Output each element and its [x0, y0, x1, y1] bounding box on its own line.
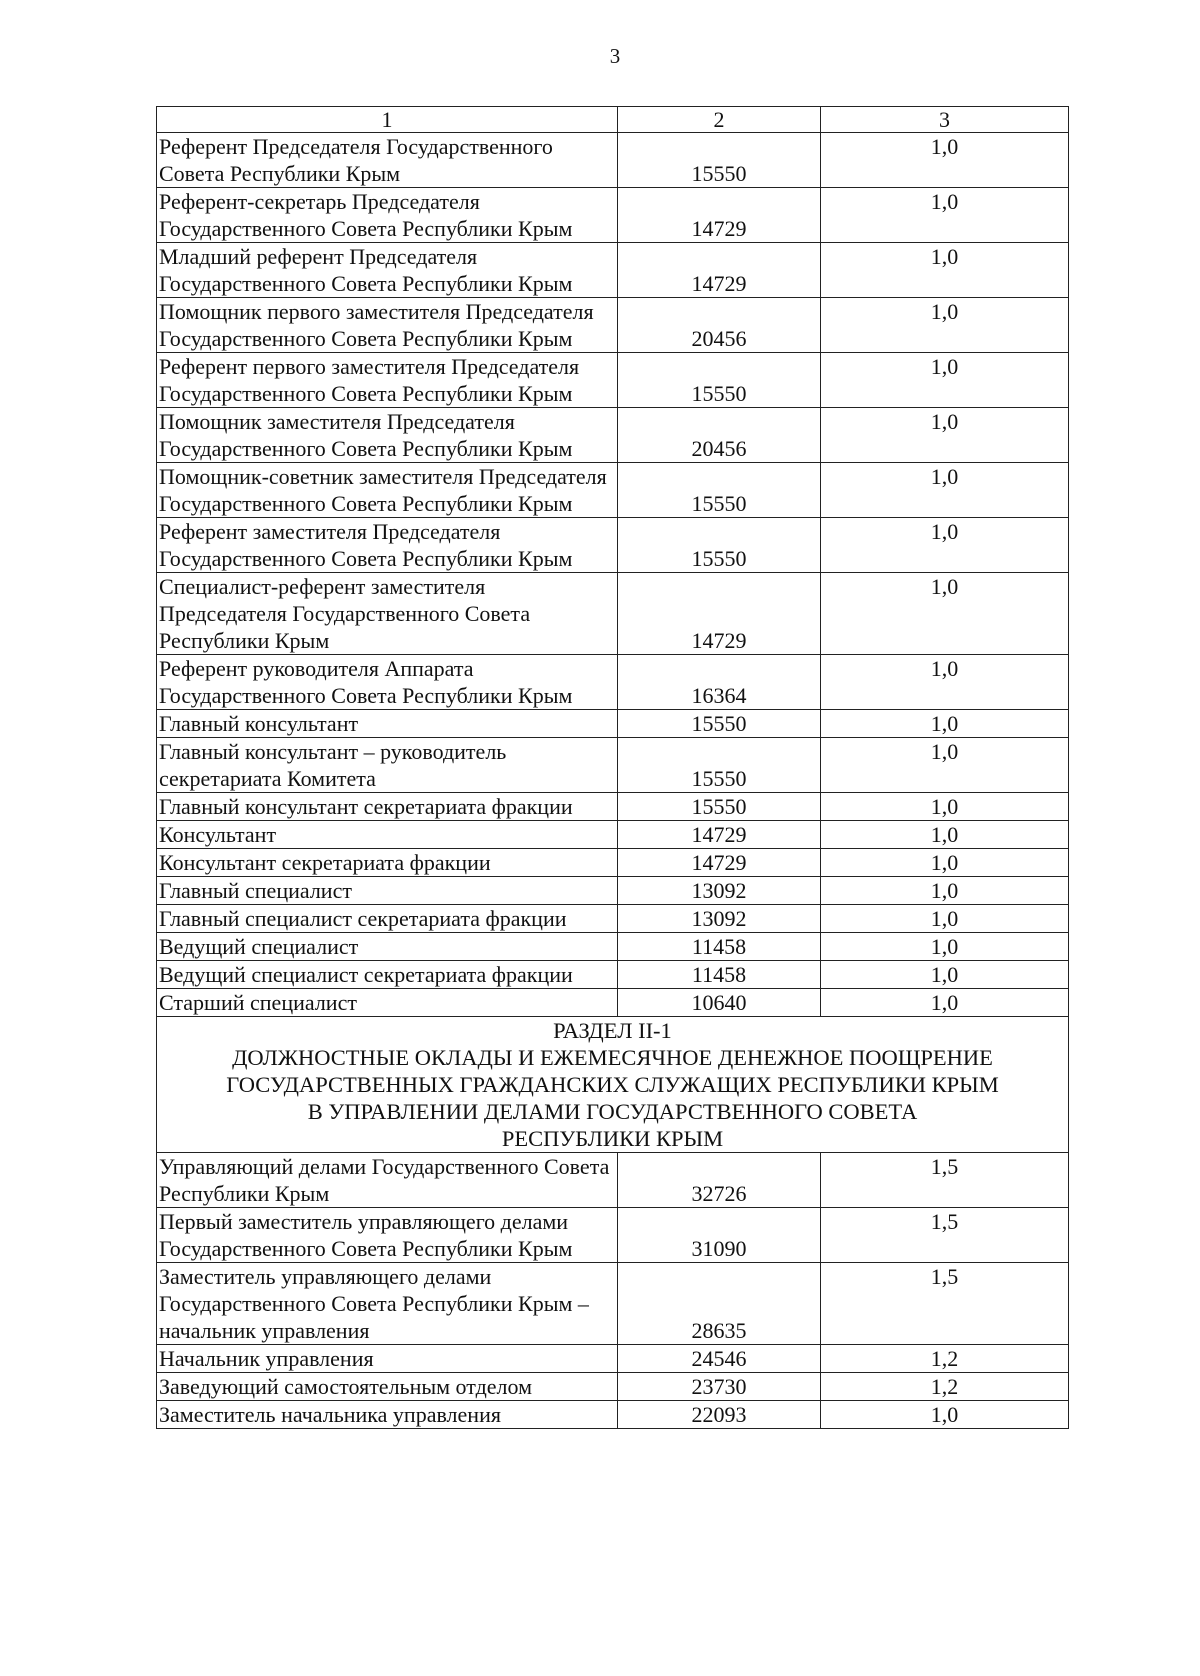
salary-cell: 31090: [618, 1208, 821, 1263]
table-row: [157, 298, 1069, 353]
section-heading-line-3: В УПРАВЛЕНИИ ДЕЛАМИ ГОСУДАРСТВЕННОГО СОВЕТА: [307, 1099, 918, 1124]
salary-cell: 15550: [618, 353, 821, 408]
salary-cell: 15550: [618, 738, 821, 793]
salary-cell: 10640: [618, 989, 821, 1017]
coefficient-cell: 1,0: [821, 738, 1069, 793]
table-row: [157, 408, 1069, 463]
section-heading-line-4: РЕСПУБЛИКИ КРЫМ: [501, 1126, 724, 1151]
table-row: [157, 1263, 1069, 1345]
coefficient-cell: 1,0: [821, 989, 1069, 1017]
section-title: РАЗДЕЛ II-1: [553, 1018, 672, 1043]
coefficient-cell: 1,0: [821, 518, 1069, 573]
coefficient-cell: 1,0: [821, 905, 1069, 933]
table-row: [157, 1208, 1069, 1263]
coefficient-cell: 1,0: [821, 408, 1069, 463]
coefficient-cell: 1,5: [821, 1208, 1069, 1263]
position-cell: Помощник заместителя Председателя Государственного Совета Республики Крым: [157, 408, 618, 463]
section-heading-row: [157, 1017, 1069, 1153]
salary-cell: 15550: [618, 793, 821, 821]
salary-cell: 15550: [618, 133, 821, 188]
coefficient-cell: 1,5: [821, 1153, 1069, 1208]
position-cell: Главный специалист секретариата фракции: [157, 905, 618, 933]
table-row: [157, 243, 1069, 298]
coefficient-cell: 1,0: [821, 463, 1069, 518]
column-header-3: 3: [821, 107, 1069, 133]
table-row: [157, 518, 1069, 573]
position-cell: Первый заместитель управляющего делами Государственного Совета Республики Крым: [157, 1208, 618, 1263]
coefficient-cell: 1,0: [821, 961, 1069, 989]
position-cell: Заведующий самостоятельным отделом: [157, 1373, 618, 1401]
position-cell: Референт-секретарь Председателя Государственного Совета Республики Крым: [157, 188, 618, 243]
salary-cell: 14729: [618, 849, 821, 877]
position-cell: Заместитель начальника управления: [157, 1401, 618, 1429]
coefficient-cell: 1,0: [821, 353, 1069, 408]
position-cell: Помощник-советник заместителя Председателя Государственного Совета Республики Крым: [157, 463, 618, 518]
coefficient-cell: 1,0: [821, 655, 1069, 710]
position-cell: Заместитель управляющего делами Государственного Совета Республики Крым – начальник управления: [157, 1263, 618, 1345]
salary-cell: 24546: [618, 1345, 821, 1373]
position-cell: Главный консультант – руководитель секретариата Комитета: [157, 738, 618, 793]
table-body-section-ii: [157, 133, 1069, 1017]
table-row: [157, 905, 1069, 933]
coefficient-cell: 1,0: [821, 298, 1069, 353]
table-row: [157, 793, 1069, 821]
section-heading: [157, 1017, 1069, 1153]
table-row: [157, 1401, 1069, 1429]
table-row: [157, 989, 1069, 1017]
salary-cell: 11458: [618, 961, 821, 989]
table-row: [157, 188, 1069, 243]
coefficient-cell: 1,0: [821, 243, 1069, 298]
salary-cell: 32726: [618, 1153, 821, 1208]
salary-cell: 14729: [618, 188, 821, 243]
salary-cell: 15550: [618, 518, 821, 573]
position-cell: Консультант секретариата фракции: [157, 849, 618, 877]
coefficient-cell: 1,0: [821, 849, 1069, 877]
position-cell: Референт руководителя Аппарата Государственного Совета Республики Крым: [157, 655, 618, 710]
coefficient-cell: 1,0: [821, 793, 1069, 821]
table-row: [157, 353, 1069, 408]
salary-cell: 15550: [618, 710, 821, 738]
position-cell: Референт Председателя Государственного Совета Республики Крым: [157, 133, 618, 188]
table-row: [157, 133, 1069, 188]
salary-cell: 11458: [618, 933, 821, 961]
table-row: [157, 1373, 1069, 1401]
table-header-row: [157, 107, 1069, 133]
table-row: [157, 573, 1069, 655]
position-cell: Младший референт Председателя Государственного Совета Республики Крым: [157, 243, 618, 298]
table-body-section-ii-1: [157, 1153, 1069, 1429]
table-row: [157, 463, 1069, 518]
salary-cell: 14729: [618, 821, 821, 849]
salary-cell: 14729: [618, 243, 821, 298]
coefficient-cell: 1,0: [821, 933, 1069, 961]
coefficient-cell: 1,0: [821, 573, 1069, 655]
salary-cell: 14729: [618, 573, 821, 655]
column-header-1: 1: [157, 107, 618, 133]
salary-table: [156, 106, 1069, 1429]
coefficient-cell: 1,0: [821, 1401, 1069, 1429]
salary-cell: 16364: [618, 655, 821, 710]
position-cell: Главный консультант секретариата фракции: [157, 793, 618, 821]
position-cell: Управляющий делами Государственного Совета Республики Крым: [157, 1153, 618, 1208]
column-header-2: 2: [618, 107, 821, 133]
table-row: [157, 710, 1069, 738]
section-heading-body: [157, 1017, 1069, 1153]
salary-cell: 13092: [618, 877, 821, 905]
position-cell: Главный специалист: [157, 877, 618, 905]
position-cell: Референт заместителя Председателя Государственного Совета Республики Крым: [157, 518, 618, 573]
position-cell: Ведущий специалист: [157, 933, 618, 961]
table-row: [157, 1345, 1069, 1373]
coefficient-cell: 1,0: [821, 188, 1069, 243]
position-cell: Главный консультант: [157, 710, 618, 738]
salary-cell: 15550: [618, 463, 821, 518]
salary-cell: 22093: [618, 1401, 821, 1429]
position-cell: Референт первого заместителя Председателя Государственного Совета Республики Крым: [157, 353, 618, 408]
salary-cell: 28635: [618, 1263, 821, 1345]
table-row: [157, 849, 1069, 877]
table-row: [157, 933, 1069, 961]
position-cell: Старший специалист: [157, 989, 618, 1017]
position-cell: Ведущий специалист секретариата фракции: [157, 961, 618, 989]
table-row: [157, 821, 1069, 849]
coefficient-cell: 1,0: [821, 877, 1069, 905]
position-cell: Специалист-референт заместителя Председателя Государственного Совета Республики Крым: [157, 573, 618, 655]
section-heading-line-2: ГОСУДАРСТВЕННЫХ ГРАЖДАНСКИХ СЛУЖАЩИХ РЕСПУБЛИКИ КРЫМ: [226, 1072, 999, 1097]
table-row: [157, 1153, 1069, 1208]
coefficient-cell: 1,0: [821, 133, 1069, 188]
coefficient-cell: 1,0: [821, 821, 1069, 849]
table-row: [157, 738, 1069, 793]
coefficient-cell: 1,5: [821, 1263, 1069, 1345]
salary-cell: 20456: [618, 408, 821, 463]
coefficient-cell: 1,0: [821, 710, 1069, 738]
position-cell: Помощник первого заместителя Председателя Государственного Совета Республики Крым: [157, 298, 618, 353]
section-heading-line-1: ДОЛЖНОСТНЫЕ ОКЛАДЫ И ЕЖЕМЕСЯЧНОЕ ДЕНЕЖНОЕ ПООЩРЕНИЕ: [232, 1045, 993, 1070]
table-row: [157, 655, 1069, 710]
table-row: [157, 877, 1069, 905]
page-number: 3: [609, 44, 621, 68]
position-cell: Начальник управления: [157, 1345, 618, 1373]
salary-cell: 13092: [618, 905, 821, 933]
coefficient-cell: 1,2: [821, 1345, 1069, 1373]
salary-cell: 20456: [618, 298, 821, 353]
salary-cell: 23730: [618, 1373, 821, 1401]
position-cell: Консультант: [157, 821, 618, 849]
coefficient-cell: 1,2: [821, 1373, 1069, 1401]
table-row: [157, 961, 1069, 989]
